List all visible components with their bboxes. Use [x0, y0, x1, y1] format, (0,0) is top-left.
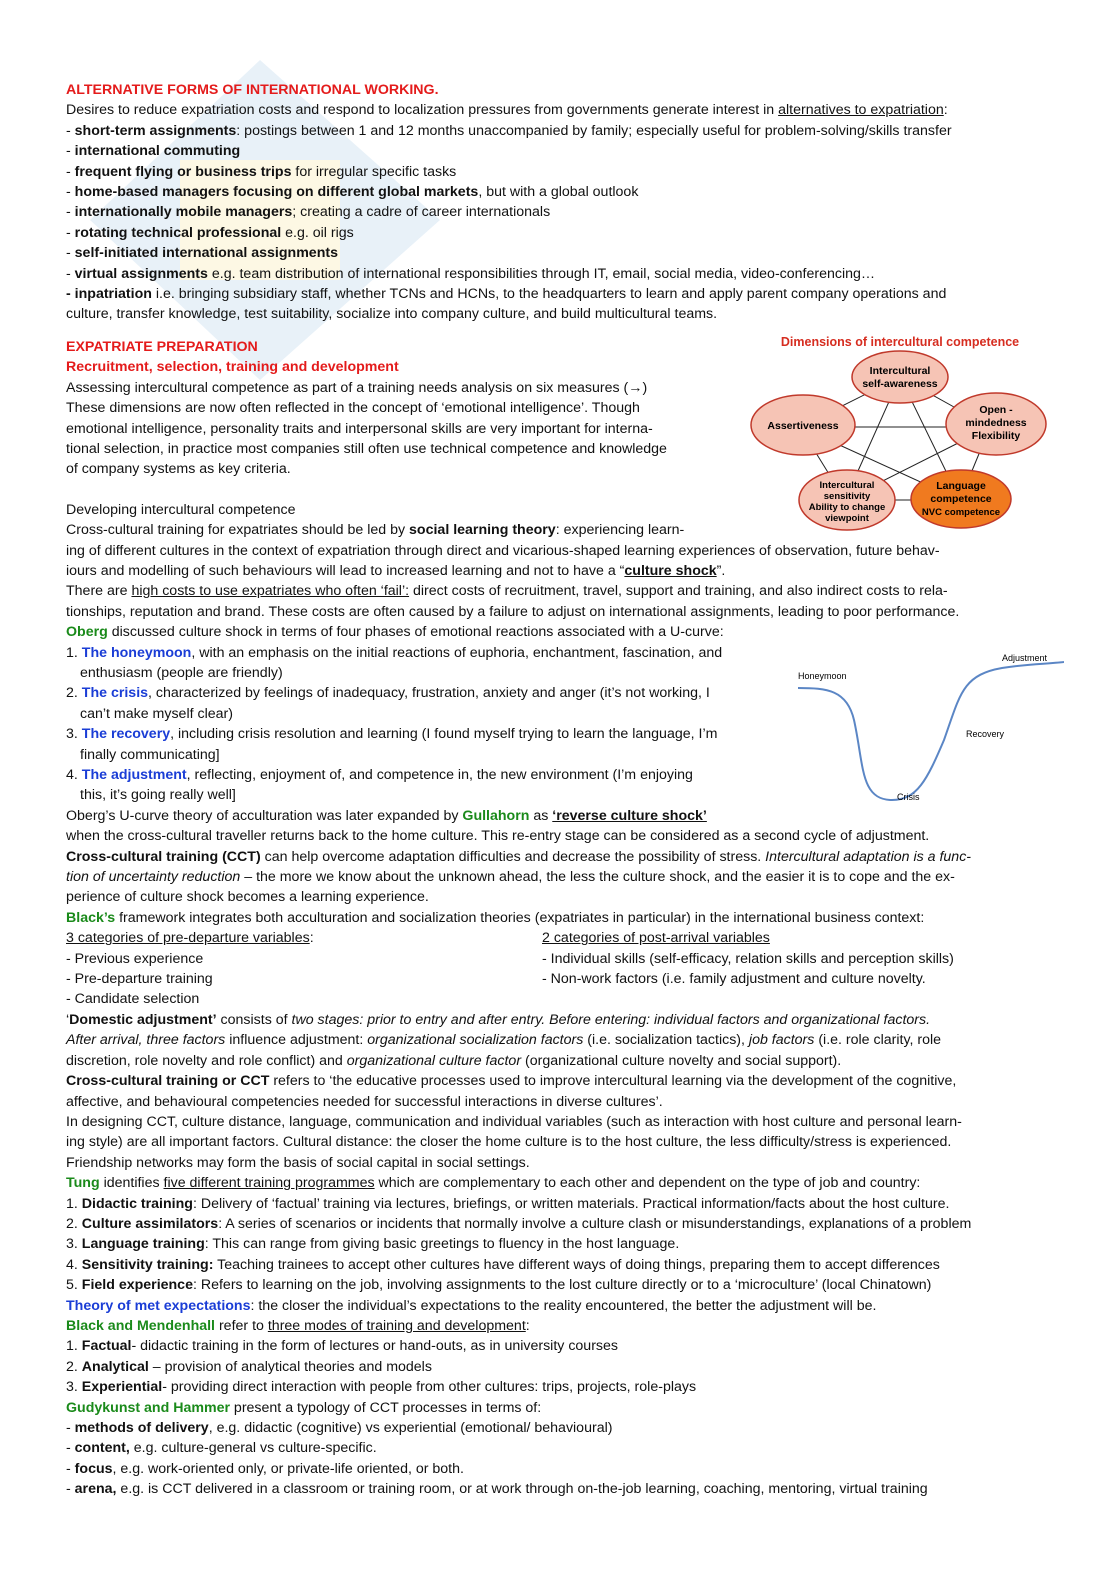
pre-departure-column: 3 categories of pre-departure variables: - Previous experience - Pre-departure training - Candidate selection	[66, 928, 542, 1010]
heading-alternative-forms: ALTERNATIVE FORMS OF INTERNATIONAL WORKING.	[66, 82, 439, 98]
list-item-cont: enthusiasm (people are friendly)	[80, 664, 283, 681]
list-item-inpatriation: - inpatriation i.e. bringing subsidiary staff, whether TCNs and HCNs, to the headquarters to learn and apply parent company operations and	[66, 286, 947, 303]
svg-text:Flexibility: Flexibility	[971, 430, 1021, 442]
domestic-line: discretion, role novelty and role conflict) and organizational culture factor (organizational culture novelty and social support).	[66, 1052, 842, 1069]
svg-text:self-awareness: self-awareness	[862, 378, 938, 390]
svg-text:Intercultural: Intercultural	[819, 480, 875, 491]
list-item: 2. Analytical – provision of analytical theories and models	[66, 1358, 432, 1375]
label-crisis: Crisis	[897, 792, 920, 802]
reverse-line: when the cross-cultural traveller returns back to the home culture. This re-entry stage can be considered as a second cycle of adjustment.	[66, 828, 930, 845]
list-item: - self-initiated international assignments	[66, 245, 338, 262]
list-item: - content, e.g. culture-general vs culture-specific.	[66, 1440, 377, 1457]
label-adjustment: Adjustment	[1002, 653, 1048, 663]
typology-list	[66, 1418, 1056, 1500]
svg-text:competence: competence	[930, 493, 992, 505]
oberg-line: Oberg discussed culture shock in terms of four phases of emotional reactions associated with a U-curve:	[66, 624, 724, 641]
pre-departure-title: 3 categories of pre-departure variables	[66, 930, 310, 947]
assessing-line: of company systems as key criteria.	[66, 461, 291, 478]
list-item-cont: this, it’s going really well]	[80, 787, 236, 804]
node-assertiveness	[751, 395, 855, 455]
list-item-inpatriation-cont: culture, transfer knowledge, test suitability, socialize into company culture, and build multicultural teams.	[66, 306, 718, 323]
u-curve-diagram	[792, 650, 1064, 825]
list-item: 3. Experiential- providing direct interaction with people from other cultures: trips, projects, role-plays	[66, 1379, 697, 1396]
black-line: Black’s framework integrates both acculturation and socialization theories (expatriates in particular) in the international business context:	[66, 909, 925, 926]
cct1-line: Cross-cultural training (CCT) can help overcome adaptation difficulties and decrease the possibility of stress. Intercultural adaptation is a func-	[66, 848, 972, 865]
list-item: - Previous experience	[66, 950, 204, 967]
svg-text:Language: Language	[936, 480, 986, 492]
reverse-line: Oberg’s U-curve theory of acculturation was later expanded by Gullahorn as ‘reverse culture shock’	[66, 807, 707, 824]
node-self-awareness	[852, 351, 948, 403]
list-item: - frequent flying or business trips for irregular specific tasks	[66, 163, 457, 180]
domestic-line: ‘Domestic adjustment’ consists of two stages: prior to entry and after entry. Before entering: individual factors and organizational factors.	[66, 1011, 931, 1028]
list-item: - virtual assignments e.g. team distribution of international responsibilities through IT, email, social media, video-conferencing…	[66, 265, 876, 282]
domestic-line: After arrival, three factors influence adjustment: organizational socialization factors (i.e. socialization tactics), job factors (i.e. role clarity, role	[66, 1032, 942, 1049]
designing-line: ing style) are all important factors. Cultural distance: the closer the home culture is to the host culture, the less difficulty/stress is experienced.	[66, 1134, 952, 1151]
svg-text:Open -: Open -	[979, 404, 1013, 416]
svg-text:sensitivity: sensitivity	[823, 491, 871, 502]
intercultural-competence-diagram	[750, 332, 1050, 532]
list-item: - arena, e.g. is CCT delivered in a classroom or training room, or at work through on-the-job learning, coaching, mentoring, virtual training	[66, 1481, 928, 1498]
list-item: 1. Factual- didactic training in the form of lectures or hand-outs, as in university courses	[66, 1338, 618, 1355]
list-item: 1. The honeymoon, with an emphasis on the initial reactions of euphoria, enchantment, fascination, and	[66, 644, 723, 661]
costs-line: tionships, reputation and brand. These costs are often caused by a failure to adjust on international assignments, leading to poor performance.	[66, 603, 960, 620]
modes-list	[66, 1336, 1056, 1397]
heading-expatriate-preparation: EXPATRIATE PREPARATION	[66, 338, 258, 355]
list-item: 2. Culture assimilators: A series of scenarios or incidents that normally involve a culture clash or misunderstandings, explanations of a problem	[66, 1215, 972, 1232]
tung-list	[66, 1194, 1056, 1296]
diagram-title: Dimensions of intercultural competence	[780, 335, 1020, 349]
cct1-line: perience of culture shock becomes a learning experience.	[66, 889, 429, 906]
variables-columns	[66, 928, 1056, 1010]
list-item: - rotating technical professional e.g. oil rigs	[66, 224, 354, 241]
list-item-cont: finally communicating]	[80, 746, 220, 763]
list-item: - home-based managers focusing on different global markets, but with a global outlook	[66, 184, 639, 201]
list-item: - Pre-departure training	[66, 971, 213, 988]
developing-title: Developing intercultural competence	[66, 501, 296, 518]
svg-text:Assertiveness: Assertiveness	[767, 420, 839, 432]
svg-text:Ability to change: Ability to change	[808, 502, 886, 513]
assessing-line: These dimensions are now often reflected in the concept of ‘emotional intelligence’. Though	[66, 400, 640, 417]
list-item: - Non-work factors (i.e. family adjustment and culture novelty.	[542, 971, 926, 988]
cct2-line: affective, and behavioural competencies needed for successful interactions in diverse cultures’.	[66, 1093, 663, 1110]
node-language-competence	[911, 470, 1011, 528]
svg-text:NVC competence: NVC competence	[921, 507, 1001, 518]
label-honeymoon: Honeymoon	[798, 671, 847, 681]
node-intercultural-sensitivity	[799, 470, 895, 530]
list-item: - international commuting	[66, 143, 241, 160]
met-expectations-line: Theory of met expectations: the closer the individual’s expectations to the reality encountered, the better the adjustment will be.	[66, 1297, 877, 1314]
cct-social-line: ing of different cultures in the context of expatriation through direct and vicarious-shaped learning experiences of observation, future behav-	[66, 542, 940, 559]
list-item: - Candidate selection	[66, 991, 200, 1008]
list-item: 1. Didactic training: Delivery of ‘factual’ training via lectures, briefings, or written materials. Practical information/facts about the host culture.	[66, 1195, 950, 1212]
label-recovery: Recovery	[966, 729, 1005, 739]
gudykunst-line: Gudykunst and Hammer present a typology of CCT processes in terms of:	[66, 1399, 542, 1416]
assessing-line: emotional intelligence, personality traits and interpersonal skills are very important for interna-	[66, 420, 653, 437]
post-arrival-column	[542, 928, 1056, 1010]
list-item: 3. The recovery, including crisis resolution and learning (I found myself trying to learn the language, I’m	[66, 726, 718, 743]
list-item: - internationally mobile managers; creating a cadre of career internationals	[66, 204, 551, 221]
list-item: - focus, e.g. work-oriented only, or private-life oriented, or both.	[66, 1460, 464, 1477]
list-item: - methods of delivery, e.g. didactic (cognitive) vs experiential (emotional/ behavioural)	[66, 1420, 613, 1436]
post-arrival-title: 2 categories of post-arrival variables	[542, 930, 770, 947]
alternatives-list	[66, 121, 1056, 325]
intro-paragraph: Desires to reduce expatriation costs and respond to localization pressures from governments generate interest in alternatives to expatriation:	[66, 102, 948, 119]
list-item: 4. The adjustment, reflecting, enjoyment of, and competence in, the new environment (I’m enjoying	[66, 767, 693, 783]
list-item: 5. Field experience: Refers to learning on the job, involving assignments to the lost culture directly or to a ‘microculture’ (local Chinatown)	[66, 1277, 932, 1294]
u-curve-line	[798, 662, 1064, 800]
subheading-recruitment: Recruitment, selection, training and development	[66, 359, 399, 376]
cct-social-line: iours and modelling of such behaviours will lead to increased learning and not to have a “culture shock”.	[66, 562, 726, 579]
node-open-mindedness	[946, 393, 1046, 455]
designing-line: In designing CCT, culture distance, language, communication and individual variables (such as interaction with host culture and personal learn-	[66, 1113, 962, 1130]
assessing-line: Assessing intercultural competence as part of a training needs analysis on six measures (→)	[66, 379, 648, 396]
tung-line: Tung identifies five different training programmes which are complementary to each other and dependent on the type of job and country:	[66, 1175, 921, 1192]
cct2-line: Cross-cultural training or CCT refers to ‘the educative processes used to improve intercultural learning via the development of the cognitive,	[66, 1073, 957, 1090]
costs-line: There are high costs to use expatriates who often ‘fail’: direct costs of recruitment, travel, support and training, and also indirect costs to rela-	[66, 583, 948, 600]
svg-text:mindedness: mindedness	[965, 417, 1027, 429]
designing-line: Friendship networks may form the basis of social capital in social settings.	[66, 1154, 530, 1171]
list-item: 4. Sensitivity training: Teaching trainees to accept other cultures have different ways of doing things, preparing them to accept differences	[66, 1256, 940, 1273]
list-item: 2. The crisis, characterized by feelings of inadequacy, frustration, anxiety and anger (it’s not working, I	[66, 685, 710, 702]
svg-text:viewpoint: viewpoint	[825, 513, 869, 524]
list-item: - short-term assignments: postings between 1 and 12 months unaccompanied by family; especially useful for problem-solving/skills transfer	[66, 122, 952, 139]
list-item: 3. Language training: This can range from giving basic greetings to fluency in the host language.	[66, 1236, 680, 1253]
list-item-cont: can’t make myself clear)	[80, 705, 233, 722]
assessing-line: tional selection, in practice most companies still often use technical competence and knowledge	[66, 440, 667, 457]
svg-text:Intercultural: Intercultural	[869, 365, 931, 377]
list-item: - Individual skills (self-efficacy, relation skills and perception skills)	[542, 950, 954, 967]
cct-social-line: Cross-cultural training for expatriates should be led by social learning theory: experiencing learn-	[66, 522, 685, 539]
black-mendenhall-line: Black and Mendenhall refer to three modes of training and development:	[66, 1317, 530, 1334]
cct1-line: tion of uncertainty reduction – the more we know about the unknown ahead, the less the culture shock, and the easier it is to cope and the ex-	[66, 869, 955, 886]
